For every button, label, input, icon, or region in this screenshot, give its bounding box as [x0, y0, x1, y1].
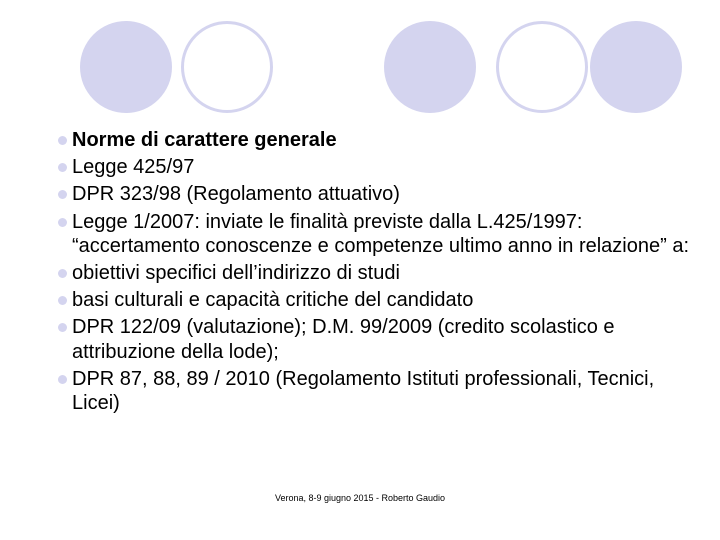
bullet-text: Legge 1/2007: inviate le finalità previste dalla L.425/1997: “accertamento conoscenze e competenze ultimo anno in relazione” a: — [72, 210, 690, 257]
bullet-dot-icon — [58, 163, 67, 172]
bullet-text: DPR 87, 88, 89 / 2010 (Regolamento Istituti professionali, Tecnici, Licei) — [72, 367, 655, 415]
bullet-item — [58, 155, 698, 179]
decorative-circle-ring — [181, 21, 273, 113]
bullet-item — [58, 261, 698, 285]
decorative-circle-ring — [496, 21, 588, 113]
decorative-circle-filled — [384, 21, 476, 113]
bullet-item — [58, 182, 698, 206]
bullet-text: obiettivi specifici dell’indirizzo di studi — [72, 262, 400, 285]
bullet-dot-icon — [58, 218, 67, 227]
bullet-dot-icon — [58, 296, 67, 305]
bullet-text: Norme di carattere generale — [72, 129, 337, 151]
bullet-item — [58, 315, 698, 363]
bullet-dot-icon — [58, 190, 67, 199]
bullet-dot-icon — [58, 136, 67, 145]
bullet-text: basi culturali e capacità critiche del candidato — [72, 289, 474, 312]
bullet-item — [58, 288, 698, 312]
bullet-dot-icon — [58, 323, 67, 332]
decorative-circle-filled — [80, 21, 172, 113]
slide-footer: Verona, 8-9 giugno 2015 - Roberto Gaudio — [274, 493, 446, 503]
bullet-dot-icon — [58, 269, 67, 278]
bullet-text: DPR 122/09 (valutazione); D.M. 99/2009 (credito scolastico e attribuzione della lode); — [72, 316, 615, 363]
bullet-item — [58, 128, 698, 152]
bullet-text: Legge 425/97 — [72, 156, 195, 179]
bullet-text: DPR 323/98 (Regolamento attuativo) — [72, 183, 400, 206]
decorative-circle-filled — [590, 21, 682, 113]
bullet-item — [58, 367, 698, 415]
bullet-item — [58, 210, 698, 258]
bullet-dot-icon — [58, 375, 67, 384]
bullet-list — [58, 128, 698, 418]
